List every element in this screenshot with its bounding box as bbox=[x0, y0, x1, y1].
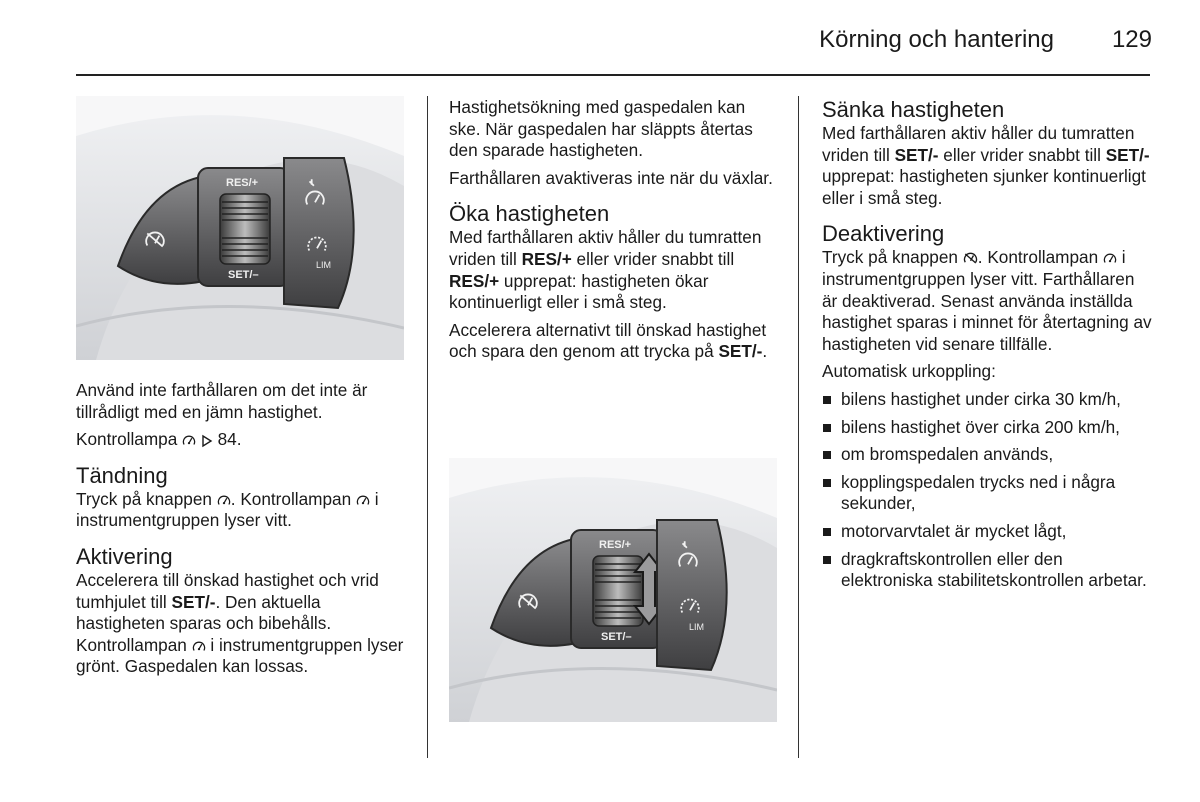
paragraph: Tryck på knappen . Kontrollampan i instrumentgruppen lyser vitt. bbox=[76, 488, 379, 531]
lim-label: LIM bbox=[689, 622, 705, 632]
set-label: SET/– bbox=[228, 269, 259, 281]
paragraph: Farthållaren avaktiveras inte när du växlar. bbox=[449, 167, 773, 188]
res-label: RES/+ bbox=[226, 177, 259, 189]
paragraph-kontrollampa: Kontrollampa 84. bbox=[76, 429, 242, 450]
page-reference-arrow-icon bbox=[201, 434, 213, 448]
heading-deaktivering: Deaktivering bbox=[822, 221, 945, 247]
heading-tandning: Tändning bbox=[76, 462, 168, 488]
column-left bbox=[76, 380, 406, 684]
res-label: RES/+ bbox=[599, 539, 632, 551]
cruise-control-icon bbox=[1103, 252, 1117, 266]
heading-aktivering: Aktivering bbox=[76, 543, 173, 569]
page-number: 129 bbox=[1111, 26, 1152, 53]
list-item: bilens hastighet under cirka 30 km/h, bbox=[822, 389, 1152, 411]
column-middle bbox=[449, 97, 779, 369]
paragraph: Accelerera till önskad hastighet och vrid tumhjulet till SET/-. Den aktuella hastigheten sparas och bibehålls. Kontrollampan i instrumentgruppen lyser grönt. Gaspedalen kan lossas. bbox=[76, 569, 404, 677]
heading-oka-hastigheten: Öka hastigheten bbox=[449, 201, 610, 227]
list-item: kopplingspedalen trycks ned i några sekunder, bbox=[822, 472, 1152, 515]
auto-disengage-list bbox=[822, 389, 1152, 592]
column-divider-left bbox=[427, 96, 428, 758]
paragraph: Automatisk urkoppling: bbox=[822, 361, 996, 382]
cruise-control-icon bbox=[356, 494, 370, 508]
paragraph: Använd inte farthållaren om det inte är tillrådligt med en jämn hastighet. bbox=[76, 380, 368, 422]
paragraph: Tryck på knappen . Kontrollampan i instrumentgruppen lyser vitt. Farthållaren är deaktiverad. Senast använda inställda hastighet sparas i minnet för återtagning av hastigheten vid senare tillfälle. bbox=[822, 247, 1152, 354]
lim-label: LIM bbox=[316, 260, 332, 270]
paragraph: Med farthållaren aktiv håller du tumratten vriden till RES/+ eller vrider snabbt till RES/+ upprepat: hastigheten ökar kontinuerligt eller i små steg. bbox=[449, 227, 762, 313]
thumbwheel bbox=[220, 194, 270, 264]
header-rule bbox=[76, 74, 1150, 76]
list-item: dragkraftskontrollen eller den elektroniska stabilitetskontrollen arbetar. bbox=[822, 549, 1152, 592]
cruise-control-icon bbox=[217, 494, 231, 508]
list-item: om bromspedalen används, bbox=[822, 444, 1152, 466]
thumbwheel-arrow-image bbox=[449, 458, 777, 722]
column-divider-right bbox=[798, 96, 799, 758]
right-button-shape bbox=[284, 158, 354, 308]
page-header-title: Körning och hantering bbox=[819, 26, 1054, 53]
set-label: SET/– bbox=[601, 631, 632, 643]
cruise-control-icon bbox=[182, 434, 196, 448]
paragraph: Accelerera alternativt till önskad hastighet och spara den genom att trycka på SET/-. bbox=[449, 319, 768, 362]
paragraph: Hastighetsökning med gaspedalen kan ske. När gaspedalen har släppts återtas den sparade hastigheten. bbox=[449, 97, 753, 161]
paragraph: Med farthållaren aktiv håller du tumratten vriden till SET/- eller vrider snabbt till SET/- upprepat: hastigheten sjunker kontinuerligt eller i små steg. bbox=[822, 123, 1150, 208]
heading-sanka-hastigheten: Sänka hastigheten bbox=[822, 97, 1005, 122]
list-item: bilens hastighet över cirka 200 km/h, bbox=[822, 417, 1152, 439]
cancel-cruise-icon bbox=[963, 251, 978, 266]
steering-wheel-controls-image bbox=[76, 96, 404, 360]
list-item: motorvarvtalet är mycket lågt, bbox=[822, 521, 1152, 543]
cruise-control-icon bbox=[192, 640, 206, 654]
column-right bbox=[822, 97, 1152, 598]
